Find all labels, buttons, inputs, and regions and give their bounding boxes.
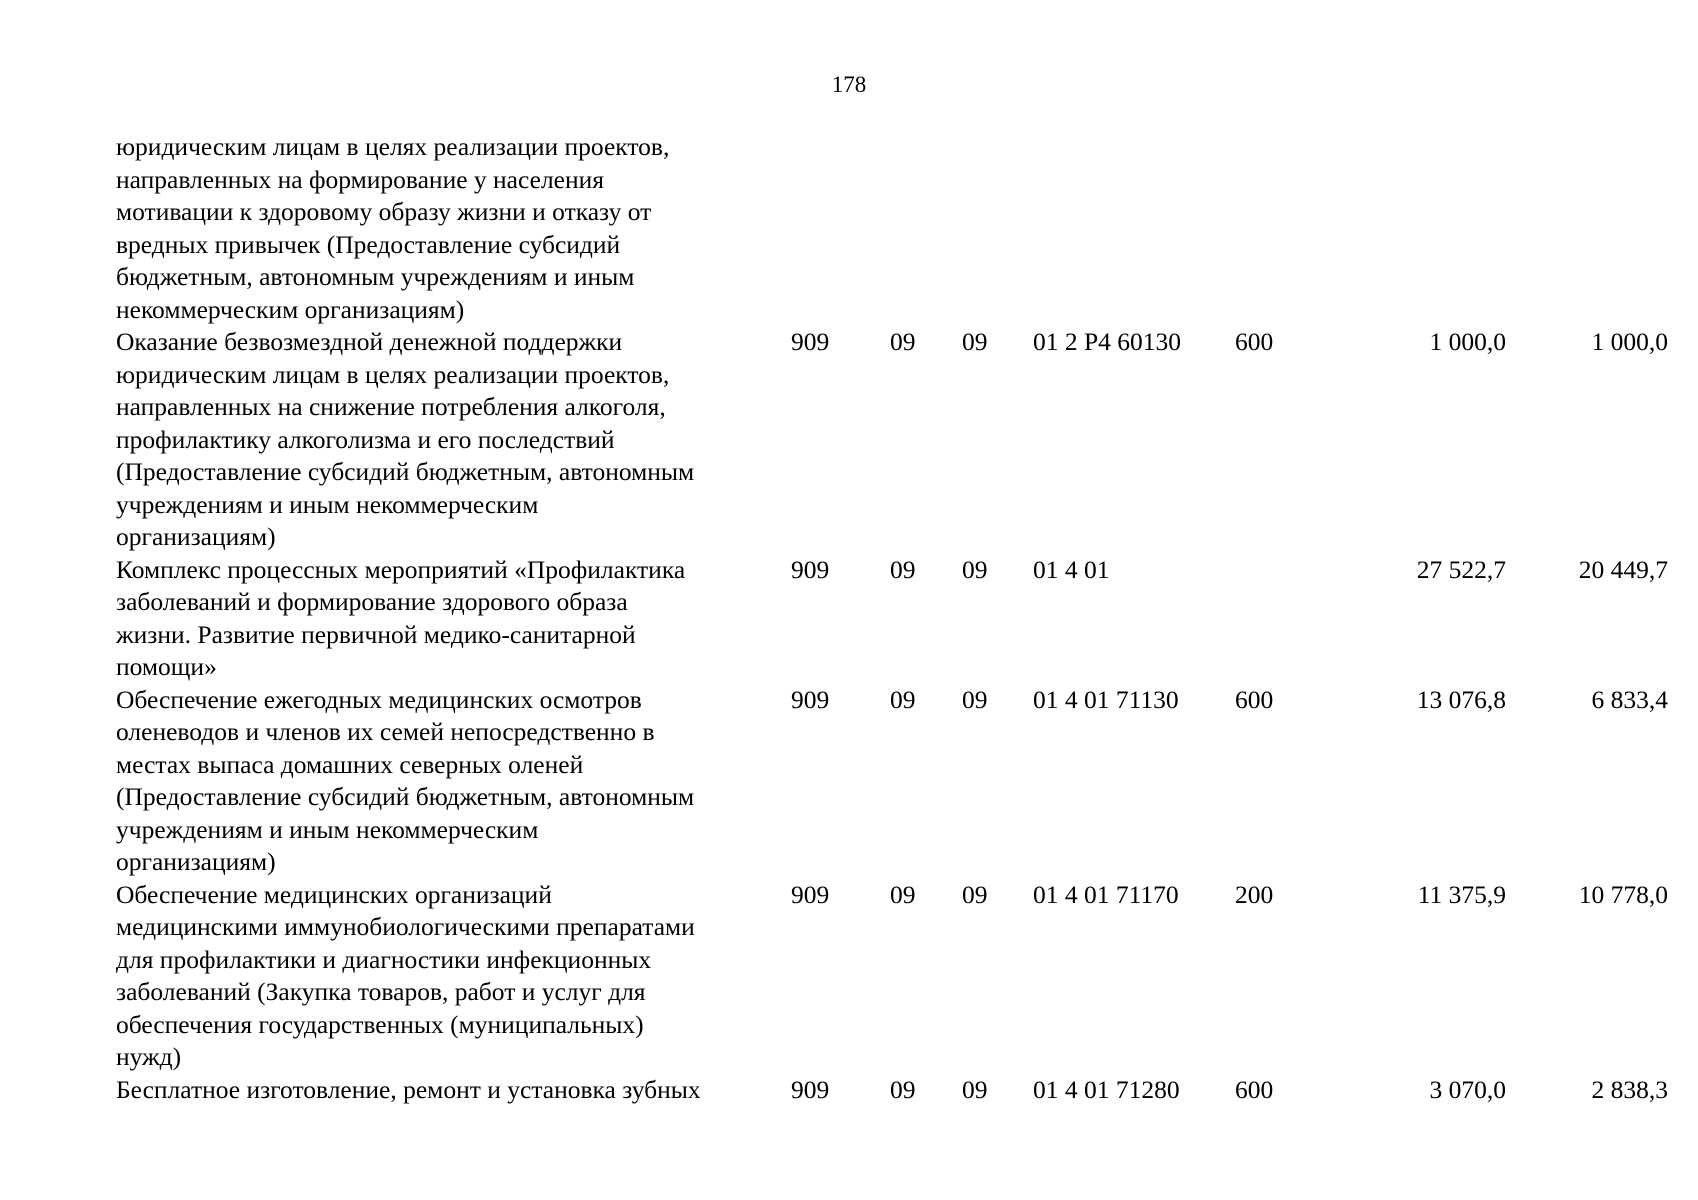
description-line: медицинскими иммунобиологическими препаратами bbox=[116, 912, 695, 941]
description-line: организациям) bbox=[116, 847, 276, 876]
description-line: профилактику алкоголизма и его последствий bbox=[116, 424, 615, 454]
amount-year-2-cell: 10 778,0 bbox=[1578, 879, 1668, 909]
amount-year-1-cell: 3 070,0 bbox=[1429, 1074, 1506, 1104]
description-line: вредных привычек (Предоставление субсидий bbox=[116, 229, 621, 259]
grbs-code-cell: 909 bbox=[791, 684, 830, 714]
description-cell bbox=[116, 554, 791, 684]
table-row bbox=[116, 879, 1668, 1074]
section-code-cell: 09 bbox=[890, 879, 916, 909]
description-cell bbox=[116, 131, 791, 326]
description-line: жизни. Развитие первичной медико-санитарной bbox=[116, 619, 636, 649]
description-line: помощи» bbox=[116, 652, 217, 681]
description-line: Обеспечение медицинских организаций bbox=[116, 879, 552, 909]
description-line: юридическим лицам в целях реализации проектов, bbox=[116, 359, 670, 389]
expense-type-cell: 200 bbox=[1235, 879, 1274, 909]
amount-year-2-cell: 6 833,4 bbox=[1591, 684, 1668, 714]
table-body bbox=[116, 131, 1668, 1106]
description-cell bbox=[116, 326, 791, 554]
subsection-code-cell: 09 bbox=[962, 684, 988, 714]
description-line: мотивации к здоровому образу жизни и отказу от bbox=[116, 197, 652, 226]
expense-type-cell bbox=[1235, 131, 1335, 326]
description-line: заболеваний и формирование здорового образа bbox=[116, 587, 628, 616]
grbs-code-cell: 909 bbox=[791, 879, 830, 909]
description-line: учреждениям и иным некоммерческим bbox=[116, 489, 539, 519]
target-article-cell: 01 4 01 bbox=[1033, 554, 1110, 584]
description-cell bbox=[116, 879, 791, 1074]
target-article-cell bbox=[1033, 131, 1235, 326]
description-line: нужд) bbox=[116, 1042, 182, 1071]
target-article-cell: 01 4 01 71170 bbox=[1033, 879, 1179, 909]
subsection-code-cell: 09 bbox=[962, 327, 988, 356]
grbs-code-cell: 909 bbox=[791, 327, 830, 356]
description-line: Обеспечение ежегодных медицинских осмотров bbox=[116, 684, 642, 714]
amount-year-2-cell: 1 000,0 bbox=[1591, 327, 1668, 356]
section-code-cell: 09 bbox=[890, 684, 916, 714]
description-line: учреждениям и иным некоммерческим bbox=[116, 814, 539, 844]
description-line: обеспечения государственных (муниципальных) bbox=[116, 1009, 644, 1039]
description-line: некоммерческим организациям) bbox=[116, 294, 465, 324]
amount-year-1-cell: 11 375,9 bbox=[1417, 879, 1506, 909]
description-line: Оказание безвозмездной денежной поддержки bbox=[116, 327, 623, 356]
description-line: организациям) bbox=[116, 522, 276, 551]
description-line: для профилактики и диагностики инфекционных bbox=[116, 944, 652, 974]
description-cell bbox=[116, 684, 791, 879]
description-line: (Предоставление субсидий бюджетным, автономным bbox=[116, 782, 695, 811]
description-line: направленных на формирование у населения bbox=[116, 164, 605, 194]
subsection-code-cell: 09 bbox=[962, 879, 988, 909]
subsection-code-cell: 09 bbox=[962, 1074, 988, 1104]
description-line: юридическим лицам в целях реализации проектов, bbox=[116, 132, 670, 161]
description-line: Комплекс процессных мероприятий «Профилактика bbox=[116, 554, 686, 584]
subsection-code-cell bbox=[962, 131, 1033, 326]
target-article-cell: 01 4 01 71130 bbox=[1033, 684, 1179, 714]
budget-table bbox=[116, 131, 1668, 1106]
amount-year-2-cell bbox=[1506, 131, 1668, 326]
expense-type-cell: 600 bbox=[1235, 1074, 1274, 1104]
table-row bbox=[116, 684, 1668, 879]
section-code-cell bbox=[890, 131, 962, 326]
section-code-cell: 09 bbox=[890, 1074, 916, 1104]
target-article-cell: 01 4 01 71280 bbox=[1033, 1074, 1180, 1104]
amount-year-2-cell: 2 838,3 bbox=[1591, 1074, 1668, 1104]
description-cell bbox=[116, 1074, 791, 1107]
grbs-code-cell: 909 bbox=[791, 1074, 830, 1104]
description-line: направленных на снижение потребления алкоголя, bbox=[116, 392, 666, 421]
description-line: Бесплатное изготовление, ремонт и установка зубных bbox=[116, 1074, 701, 1104]
expense-type-cell: 600 bbox=[1235, 327, 1274, 356]
section-code-cell: 09 bbox=[890, 327, 916, 356]
expense-type-cell bbox=[1235, 554, 1335, 684]
grbs-code-cell bbox=[791, 131, 890, 326]
amount-year-1-cell bbox=[1335, 131, 1506, 326]
table-row bbox=[116, 1074, 1668, 1107]
target-article-cell: 01 2 P4 60130 bbox=[1033, 327, 1182, 356]
amount-year-1-cell: 27 522,7 bbox=[1416, 554, 1506, 584]
description-line: оленеводов и членов их семей непосредственно в bbox=[116, 717, 655, 746]
subsection-code-cell: 09 bbox=[962, 554, 988, 584]
table-row bbox=[116, 326, 1668, 554]
table-row bbox=[116, 554, 1668, 684]
page-number: 178 bbox=[831, 72, 867, 97]
description-line: заболеваний (Закупка товаров, работ и услуг для bbox=[116, 977, 646, 1006]
table-row bbox=[116, 131, 1668, 326]
description-line: (Предоставление субсидий бюджетным, автономным bbox=[116, 457, 695, 486]
section-code-cell: 09 bbox=[890, 554, 916, 584]
amount-year-1-cell: 1 000,0 bbox=[1429, 327, 1506, 356]
description-line: бюджетным, автономным учреждениям и иным bbox=[116, 262, 635, 291]
grbs-code-cell: 909 bbox=[791, 554, 830, 584]
amount-year-1-cell: 13 076,8 bbox=[1416, 684, 1506, 714]
expense-type-cell: 600 bbox=[1235, 684, 1274, 714]
description-line: местах выпаса домашних северных оленей bbox=[116, 749, 584, 779]
amount-year-2-cell: 20 449,7 bbox=[1578, 554, 1668, 584]
